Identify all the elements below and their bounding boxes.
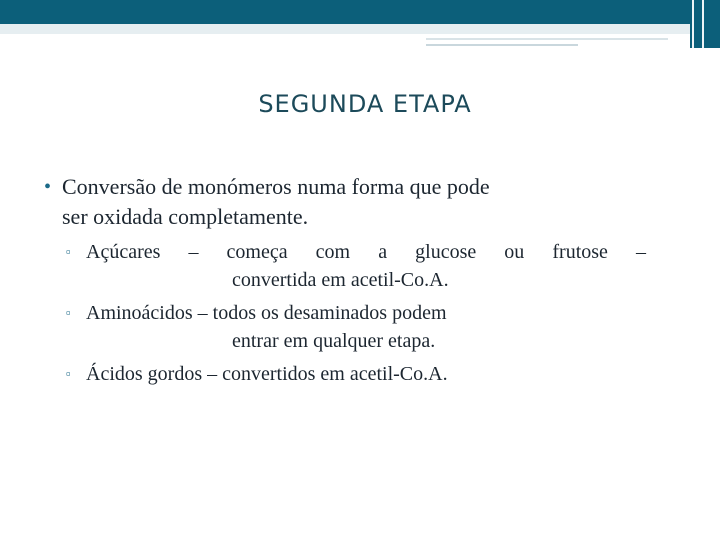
sub-bullet-item — [66, 238, 646, 294]
sub-bullet-item — [66, 360, 646, 388]
bullet-text-line: ser oxidada completamente. — [62, 204, 309, 229]
slide-title: SEGUNDA ETAPA — [258, 90, 472, 118]
header-stripe — [0, 24, 720, 34]
header-rule — [426, 44, 578, 46]
header-corner-block — [690, 0, 720, 48]
sub-bullet-marker: ▫ — [66, 244, 71, 259]
sub-bullet-marker: ▫ — [66, 366, 71, 381]
header-divider — [692, 0, 694, 48]
sub-bullet-text-line: Aminoácidos – todos os desaminados podem — [86, 302, 447, 324]
sub-bullet-text-line: convertida em acetil-Co.A. — [232, 269, 449, 291]
header-rule — [426, 38, 668, 40]
sub-bullet-text-line: entrar em qualquer etapa. — [232, 330, 436, 352]
bullet-item — [44, 172, 674, 232]
sub-bullet-text-line: Ácidos gordos – convertidos em acetil-Co.A. — [86, 363, 448, 385]
sub-bullet-item — [66, 299, 646, 355]
sub-bullet-marker: ▫ — [66, 305, 71, 320]
bullet-marker: • — [44, 176, 52, 198]
sub-bullet-text-line: Açúcares – começa com a glucose ou frutose – — [86, 241, 646, 263]
slide-content — [44, 172, 674, 393]
bullet-text-line: Conversão de monómeros numa forma que pode — [62, 174, 490, 199]
sub-bullet-list — [44, 238, 646, 388]
header-divider — [702, 0, 704, 48]
header-bar — [0, 0, 720, 24]
